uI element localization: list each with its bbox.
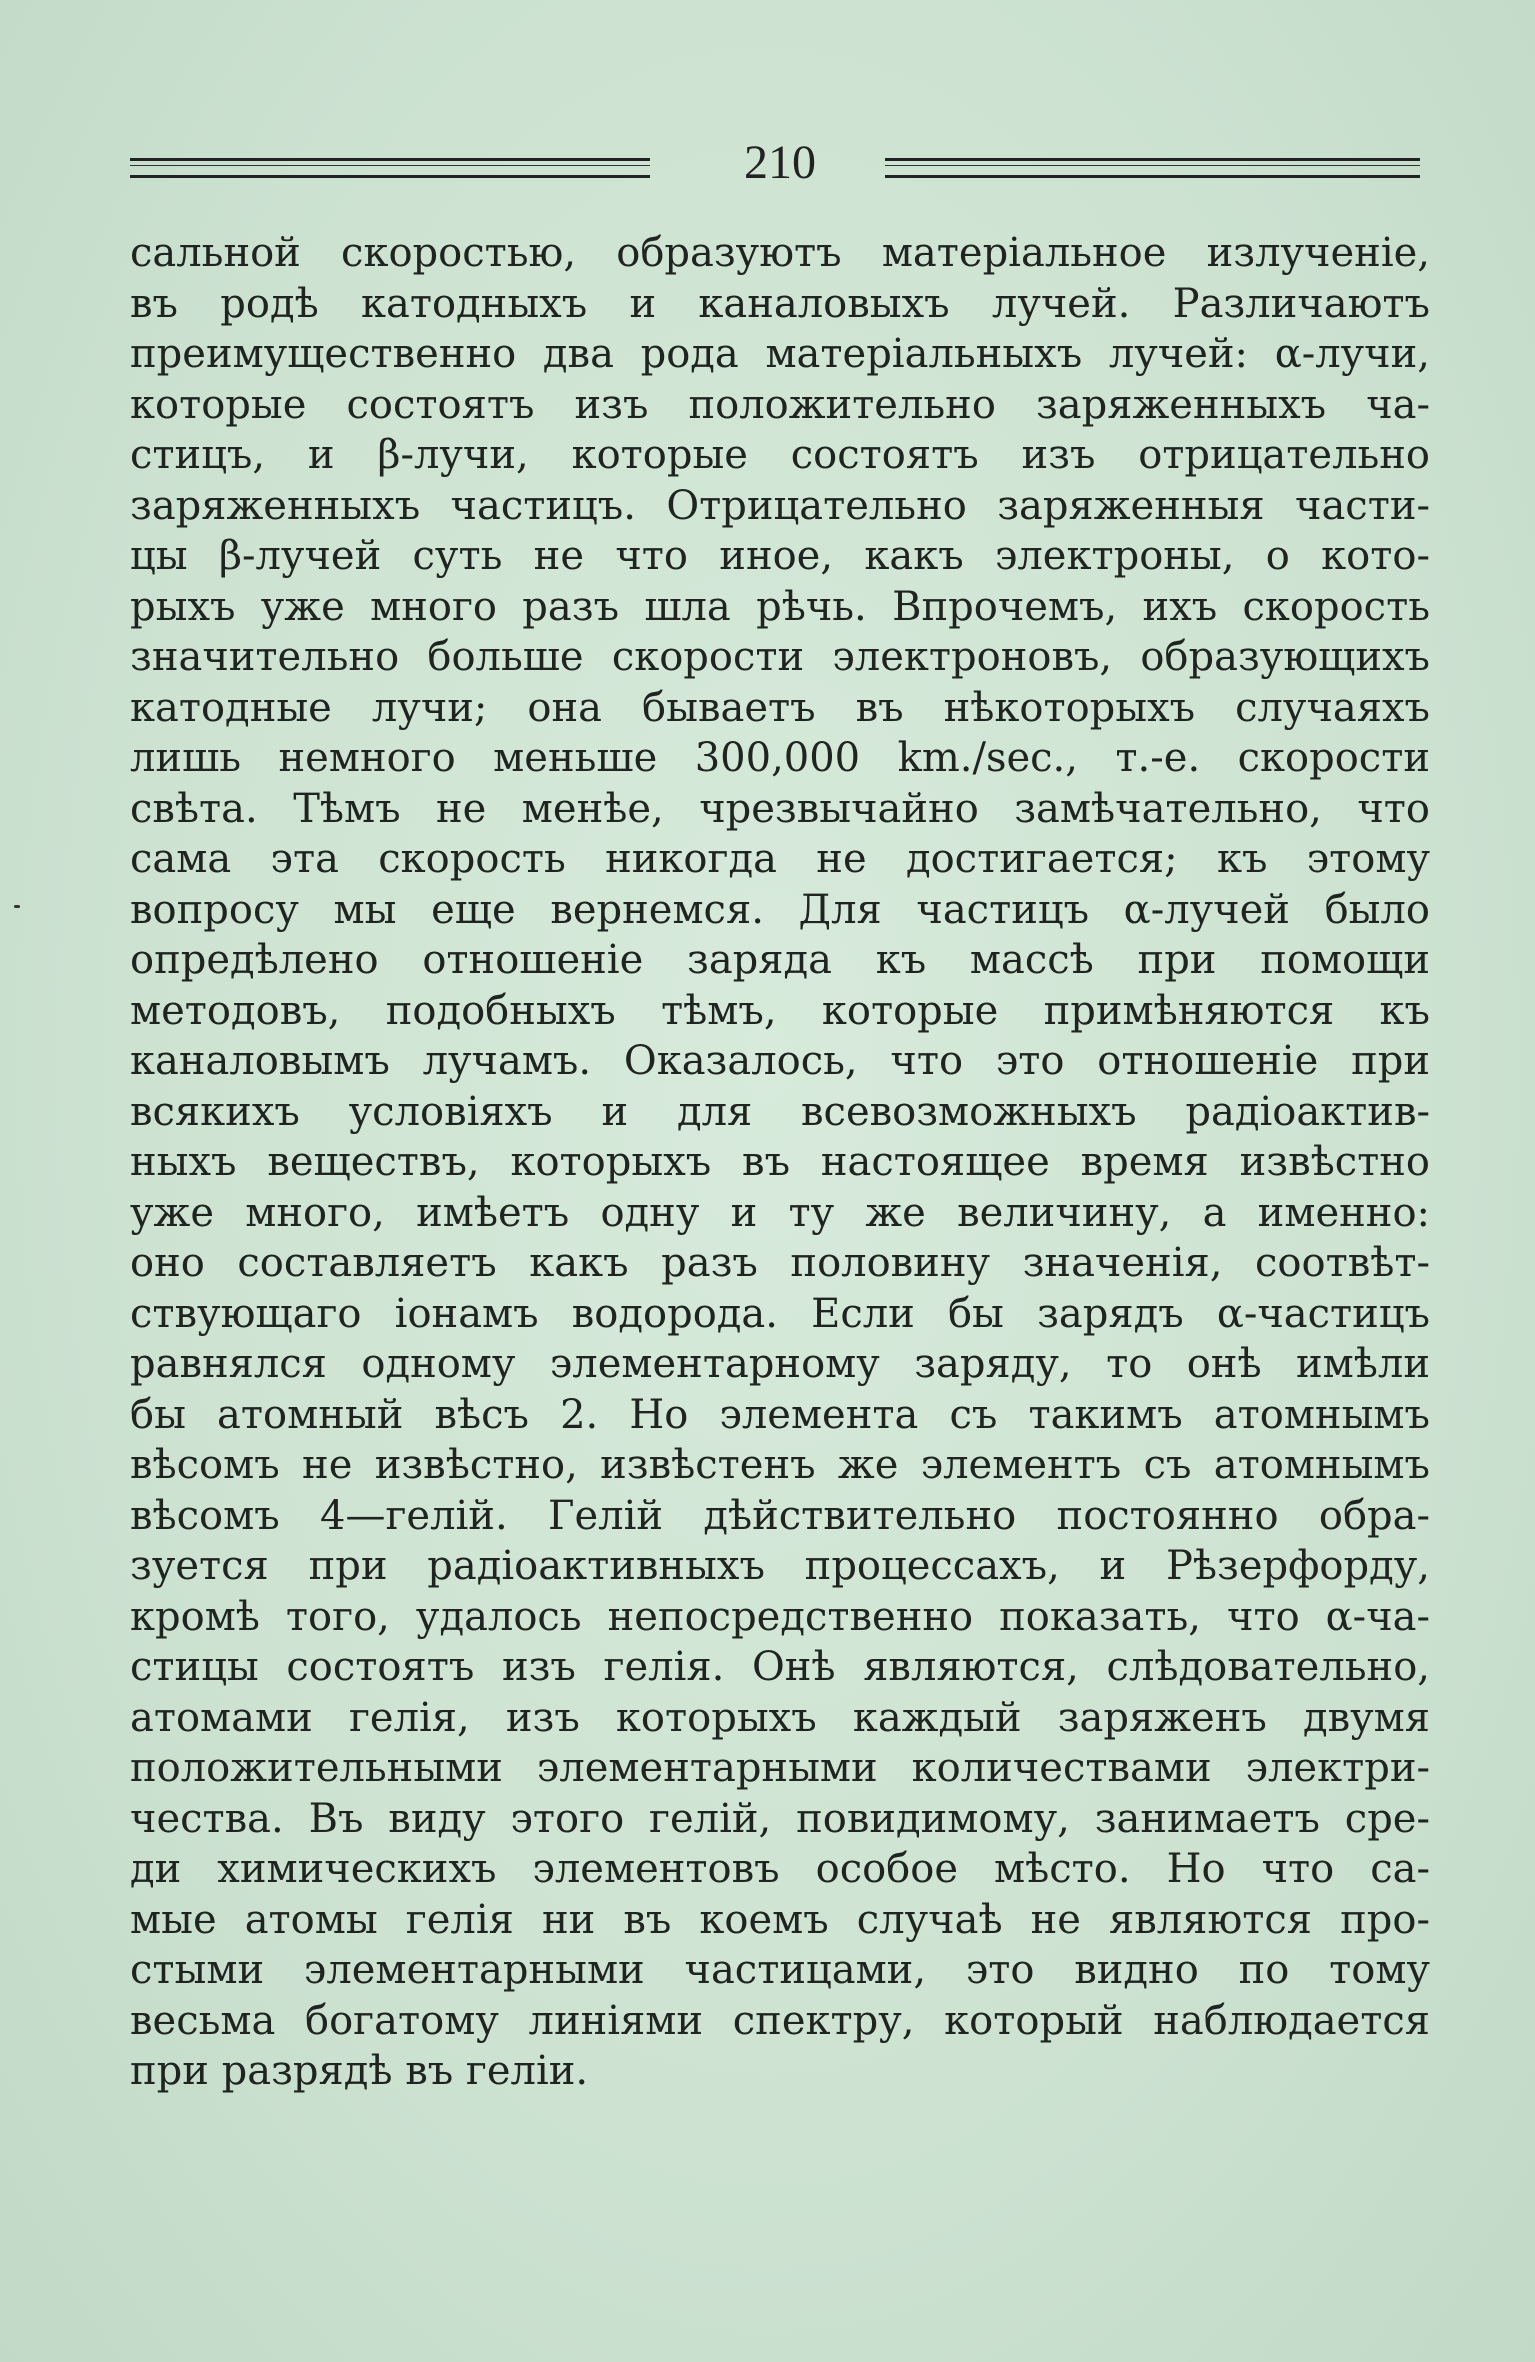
text-line: кромѣ того, удалось непосредственно показать, что α-ча- (130, 1593, 1430, 1640)
body-text (130, 228, 1430, 2097)
text-line: цы β-лучей суть не что иное, какъ электроны, о кото- (130, 533, 1430, 579)
text-line: которые состоятъ изъ положительно заряженныхъ ча- (130, 381, 1430, 428)
text-line: бы атомный вѣсъ 2. Но элемента съ такимъ атомнымъ (130, 1391, 1430, 1438)
text-line: сама эта скорость никогда не достигается; къ этому (130, 836, 1430, 882)
text-line: оно составляетъ какъ разъ половину значенія, соотвѣт- (130, 1240, 1430, 1286)
text-line: въ родѣ катодныхъ и каналовыхъ лучей. Различаютъ (130, 280, 1430, 327)
text-line: методовъ, подобныхъ тѣмъ, которые примѣняются къ (130, 987, 1430, 1034)
text-line: зуется при радіоактивныхъ процессахъ, и Рѣзерфорду, (130, 1543, 1430, 1589)
text-line: катодные лучи; она бываетъ въ нѣкоторыхъ случаяхъ (130, 684, 1430, 731)
text-line: равнялся одному элементарному заряду, то онѣ имѣли (130, 1341, 1430, 1387)
text-line: чества. Въ виду этого гелій, повидимому, занимаетъ сре- (130, 1795, 1430, 1842)
text-line: положительными элементарными количествами электри- (130, 1745, 1430, 1791)
text-line: вѣсомъ 4—гелій. Гелій дѣйствительно постоянно обра- (130, 1492, 1430, 1539)
text-line: стицы состоятъ изъ гелія. Онѣ являются, слѣдовательно, (130, 1644, 1430, 1690)
text-line: стицъ, и β-лучи, которые состоятъ изъ отрицательно (130, 432, 1430, 478)
text-line: опредѣлено отношеніе заряда къ массѣ при помощи (130, 937, 1430, 983)
text-line: заряженныхъ частицъ. Отрицательно заряженныя части- (130, 482, 1430, 529)
text-line: свѣта. Тѣмъ не менѣе, чрезвычайно замѣчательно, что (130, 785, 1430, 832)
text-line: уже много, имѣетъ одну и ту же величину, а именно: (130, 1189, 1430, 1236)
page-header (130, 138, 1420, 188)
margin-speck (14, 905, 20, 908)
text-line: ствующаго іонамъ водорода. Если бы зарядъ α-частицъ (130, 1290, 1430, 1337)
page-number: 210 (744, 136, 816, 189)
text-line: ныхъ веществъ, которыхъ въ настоящее время извѣстно (130, 1139, 1430, 1185)
text-line: мые атомы гелія ни въ коемъ случаѣ не являются про- (130, 1896, 1430, 1943)
text-line: вѣсомъ не извѣстно, извѣстенъ же элементъ съ атомнымъ (130, 1442, 1430, 1488)
text-line: ди химическихъ элементовъ особое мѣсто. Но что са- (130, 1846, 1430, 1892)
text-line: значительно больше скорости электроновъ, образующихъ (130, 634, 1430, 680)
header-rule-right (885, 158, 1420, 178)
text-line: при разрядѣ въ геліи. (130, 2048, 589, 2094)
text-line: весьма богатому линіями спектру, который наблюдается (130, 1997, 1430, 2044)
text-line: лишь немного меньше 300,000 km./sec., т.-е. скорости (130, 735, 1430, 781)
header-rule-left (130, 158, 650, 178)
text-line: вопросу мы еще вернемся. Для частицъ α-лучей было (130, 886, 1430, 933)
text-line: каналовымъ лучамъ. Оказалось, что это отношеніе при (130, 1038, 1430, 1084)
text-line: атомами гелія, изъ которыхъ каждый заряженъ двумя (130, 1694, 1430, 1741)
text-line: преимущественно два рода матеріальныхъ лучей: α-лучи, (130, 331, 1430, 377)
text-line: сальной скоростью, образуютъ матеріальное излученіе, (130, 230, 1430, 276)
text-line: рыхъ уже много разъ шла рѣчь. Впрочемъ, ихъ скорость (130, 583, 1430, 630)
text-line: стыми элементарными частицами, это видно по тому (130, 1947, 1430, 1993)
text-line: всякихъ условіяхъ и для всевозможныхъ радіоактив- (130, 1088, 1430, 1135)
